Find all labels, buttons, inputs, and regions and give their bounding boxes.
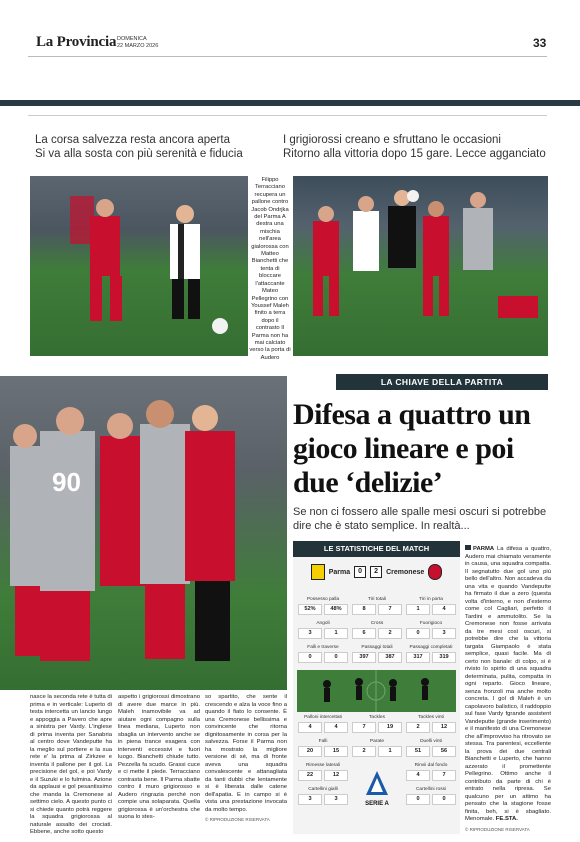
home-team-name: Parma [328, 568, 351, 576]
section-rule [28, 115, 547, 116]
stat-cell [405, 738, 457, 760]
stat-away-value: 3 [324, 794, 348, 805]
body-column-3 [205, 694, 287, 834]
story-tag: PARMA [473, 546, 495, 552]
cremonese-subhead [283, 133, 551, 161]
stat-label: Duelli vinti [420, 739, 442, 744]
serie-a-logo [355, 770, 399, 812]
match-stats-panel [293, 541, 460, 834]
stat-values [405, 746, 457, 757]
stat-label: Fuorigioco [419, 621, 443, 626]
stat-away-value: 3 [432, 628, 456, 639]
stat-away-value: 12 [432, 722, 456, 733]
pitch-illustration [297, 670, 456, 712]
stat-values [297, 722, 349, 733]
stat-cell [405, 644, 457, 666]
stat-away-value: 319 [432, 652, 456, 663]
stat-away-value: 4 [432, 604, 456, 615]
stat-cell [297, 644, 349, 666]
stat-label: Cartellini rossi [415, 787, 447, 792]
stat-away-value: 387 [378, 652, 402, 663]
stat-label: Passaggi totali [361, 645, 393, 650]
author-signature: FE.STA. [495, 816, 518, 822]
stat-values [351, 604, 403, 615]
deck: Se non ci fossero alle spalle mesi oscuri si potrebbe dire che è stato semplice. In realtà... [293, 506, 547, 532]
photo-players-illustration [30, 176, 248, 356]
stat-away-value: 2 [378, 628, 402, 639]
pitch-players-icon [297, 670, 456, 712]
photo-caption: Filippo Terracciano recupera un pallone contro Jacob Ondrjka del Parma A destra una mischia nell'area gialorossa con Matteo Bianchetti che tenta di bloccare l'attaccante Mateo Pellegrino con Youssef Maleh finito a terra dopo il contrasto Il Parma non ha mai calciato verso la porta di Audero [249, 177, 291, 361]
section-bar [0, 100, 580, 106]
stat-away-value: 56 [432, 746, 456, 757]
body-column-1: nasce la seconda rete è tutta di prima e in verticale: Luperto di testa intercetta un lancio lungo e appoggia a Pavero che apre a sinistra per Vardy. L'inglese di prima inventa per Sanabria al centro dove Vandeputte ha la meglio sul portiere e la sua rete e' la prima al Zirkzee e inventa il pallone per il gol. La precisione del gol, e poi Vardy e il Suzuki e lo fulmina. Azione da applausi e gol pesantissimo che manda la Cremonese al settimo cielo. A questo punto ci si chiede quanto potrà reggere la squadra grigiorossa al naturale assalto dei crociati. Ebbene, anche sotto questo [30, 694, 112, 834]
stat-home-value: 2 [406, 722, 430, 733]
stat-label: Tackles [369, 715, 385, 720]
parma-subhead-line2: Si va alla sosta con più serenità e fiducia [35, 148, 243, 160]
stat-cell [351, 644, 403, 666]
stat-cell [405, 596, 457, 618]
cremonese-crest-icon [428, 564, 442, 580]
photo-celebration-illustration [0, 376, 287, 690]
stat-label: Tackles vinti [418, 715, 444, 720]
stat-values [405, 722, 457, 733]
stat-cell [297, 596, 349, 618]
stat-home-value: 2 [352, 746, 376, 757]
serie-a-logo-icon [365, 770, 389, 796]
stat-cell [297, 786, 349, 808]
stat-cell [351, 738, 403, 760]
photo-scramble-illustration [293, 176, 548, 356]
stat-cell [405, 714, 457, 736]
stat-away-value: 19 [378, 722, 402, 733]
stat-cell [297, 738, 349, 760]
stat-away-value: 7 [432, 770, 456, 781]
day-label: DOMENICA [117, 36, 147, 42]
stat-cell [405, 762, 457, 784]
masthead: La Provincia [36, 34, 117, 50]
parma-subhead [35, 133, 275, 161]
away-team-name: Cremonese [386, 568, 425, 576]
headline: Difesa a quattro un gioco lineare e poi due ‘delizie’ [293, 398, 531, 499]
scoreline [293, 561, 460, 583]
stat-cell [351, 714, 403, 736]
stat-home-value: 8 [352, 604, 376, 615]
stat-values [297, 604, 349, 615]
stat-values [405, 794, 457, 805]
stat-home-value: 51 [406, 746, 430, 757]
league-name: SERIE A [365, 801, 389, 807]
stat-cell [405, 786, 457, 808]
stat-home-value: 4 [406, 770, 430, 781]
parma-subhead-line1: La corsa salvezza resta ancora aperta [35, 134, 230, 146]
stat-home-value: 1 [406, 604, 430, 615]
header-rule [28, 56, 547, 57]
stat-cell [297, 762, 349, 784]
stat-label: Falli [318, 739, 328, 744]
home-score: 0 [354, 566, 366, 578]
stat-label: Cross [370, 621, 384, 626]
stat-label: Possesso palla [306, 597, 340, 602]
stat-values [351, 722, 403, 733]
stat-cell [405, 620, 457, 642]
stat-away-value: 0 [432, 794, 456, 805]
stat-values [351, 628, 403, 639]
stat-label: Angoli [316, 621, 330, 626]
stat-label: Tiri in porta [419, 597, 443, 602]
stat-cell [351, 620, 403, 642]
stat-label: Parate [369, 739, 385, 744]
stat-away-value: 48% [324, 604, 348, 615]
stat-away-value: 12 [324, 770, 348, 781]
stat-values [405, 628, 457, 639]
stat-home-value: 317 [406, 652, 430, 663]
stat-values [405, 770, 457, 781]
stat-home-value: 3 [298, 794, 322, 805]
body-column-4-text: La difesa a quattro, Audero mai chiamato veramente in causa, una squadra compatta. Il segnatutto due gol uno più bello dell'altro. Non accadeva da una vita e quando Vandeputte ha firmato il due a zero (questa volta d'interno, e non d'esterno come col Cagliari, perfetto il Tardini e ammutolito. Se la Cremonese non fosse arrivata da tre mesi così oscuri, si potrebbe dire che la vittoria targata Giampaolo è stata semplice, quasi facile. Ma di certo non banale: di colpo, si è rivisto lo spirito di una squadra determinata, pulita, compatta in ogni reparto. Gioco lineare, senza fronzoli ma anche molto concreta. I gol di Maleh è un capolavoro balistico, il raddoppio sul fase Vardy fgrande assistent Vandeputte (grande inserimento) e il manifesto di una Cremonese che all'improvviso ha ritrovato se stessa. Tra parentesi, eccellente la prova dei due centrali Bianchetti e Luperto, che hanno azzerato il promettente Pellegrino. Ottimo anche il contributo da parte di chi è entrato nella ripresa. Se qualcuno per un attimo ha pensato che la stagione fosse finita, beh, si è sbagliato. Menomale. [465, 546, 551, 822]
stat-values [351, 652, 403, 663]
stat-away-value: 4 [324, 722, 348, 733]
stat-label: Tiri totali [368, 597, 386, 602]
stat-label: Palloni intercettati [304, 715, 342, 720]
stat-cell [297, 714, 349, 736]
celebration-photo [0, 376, 287, 690]
away-score: 2 [370, 566, 382, 578]
stat-away-value: 15 [324, 746, 348, 757]
body-column-2: aspetto i grigiorossi dimostrano di avere due marce in più. Maleh inamovibile va ad aiutare ogni compagno sulla linea mediana, Luperto non sbaglia un intervento anche se in piena trance esagera con interventi eccessivi e fuori luogo. Bianchetti chiude tutto. Pezzella fa scudo. Grassi cuce e ci mette il piede. Terracciano contrasta bene. Il Parma sbatte contro il muro grigiorosso e Audero ringrazia perché non compie una solaparata. Quella grigiorossa è un'orchestra che suona lo stes- [118, 694, 200, 820]
parma-crest-icon [311, 564, 325, 580]
stat-cell [351, 596, 403, 618]
stat-home-value: 7 [352, 722, 376, 733]
stat-values [297, 794, 349, 805]
stat-cell [297, 620, 349, 642]
match-photo-scramble [293, 176, 548, 356]
stat-label: Rimesse laterali [305, 763, 341, 768]
stat-home-value: 0 [406, 794, 430, 805]
match-photo-terracciano [30, 176, 248, 356]
stat-home-value: 4 [298, 722, 322, 733]
body-column-3-text: so spartito, che sente il crescendo e alza la voce fino a quando il fiato lo consente. È una Cremonese bellissima e convincente che ritorna dignitosamente in corsa per la salvezza. Forse il Parma non ha mostrato la migliore versione di sé, ma di fronte aveva una squadra convalescente e attanagliata da tanti dubbi che lentamente si è liberata dalle catene dell'apatia. E in campo si è vista una prestazione invocata da molto tempo. [205, 694, 287, 813]
stat-home-value: 0 [298, 652, 322, 663]
stat-label: Passaggi completati [409, 645, 453, 650]
stat-values [405, 604, 457, 615]
stats-title: LE STATISTICHE DEL MATCH [293, 541, 460, 557]
stat-label: Rinvii dal fondo [414, 763, 448, 768]
body-column-4-credit: © RIPRODUZIONE RISERVATA [465, 826, 530, 832]
date-label: 22 MARZO 2026 [117, 43, 159, 49]
stat-home-value: 397 [352, 652, 376, 663]
story-tag-marker [465, 545, 471, 550]
stat-home-value: 6 [352, 628, 376, 639]
stat-away-value: 7 [378, 604, 402, 615]
svg-text:90: 90 [52, 467, 81, 497]
stat-away-value: 1 [324, 628, 348, 639]
stat-home-value: 52% [298, 604, 322, 615]
stat-away-value: 0 [324, 652, 348, 663]
stat-values [405, 652, 457, 663]
stat-away-value: 1 [378, 746, 402, 757]
stat-values [351, 746, 403, 757]
stat-home-value: 22 [298, 770, 322, 781]
stat-values [297, 652, 349, 663]
section-kicker: LA CHIAVE DELLA PARTITA [336, 374, 548, 390]
body-column-4 [465, 545, 551, 835]
stat-label: Falli e traverse [307, 645, 339, 650]
cremonese-subhead-line1: I grigiorossi creano e sfruttano le occasioni [283, 134, 501, 146]
stat-home-value: 3 [298, 628, 322, 639]
dateline [117, 36, 158, 50]
stat-label: Cartellini gialli [308, 787, 338, 792]
body-column-3-credit: © RIPRODUZIONE RISERVATA [205, 817, 270, 822]
stat-values [297, 770, 349, 781]
stat-values [297, 628, 349, 639]
stat-home-value: 20 [298, 746, 322, 757]
stat-values [297, 746, 349, 757]
stat-home-value: 0 [406, 628, 430, 639]
page-number: 33 [533, 36, 547, 50]
cremonese-subhead-line2: Ritorno alla vittoria dopo 15 gare. Lecce agganciato [283, 148, 546, 160]
